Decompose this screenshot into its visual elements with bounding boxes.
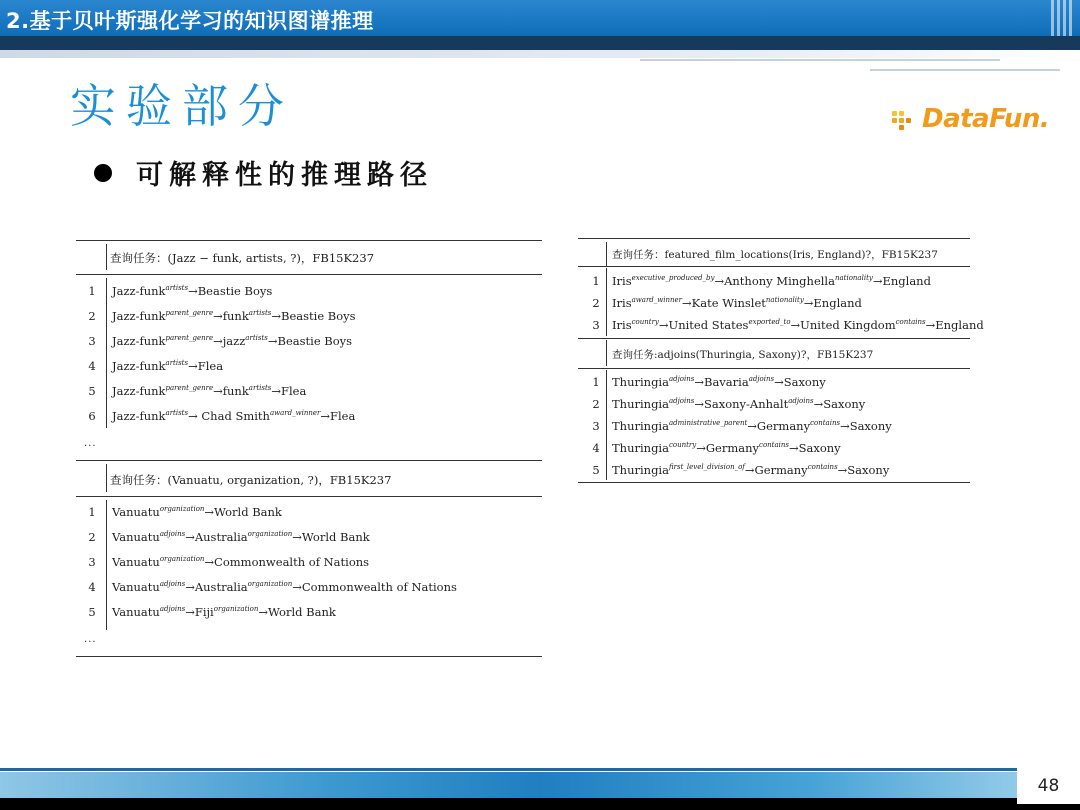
reasoning-path: Vanuatu$^{organization}$→Commonwealth of Nations	[112, 555, 370, 569]
right-paths-table	[578, 236, 984, 486]
row-number: 2	[88, 530, 96, 544]
table-rule	[76, 496, 542, 497]
query-header: 查询任务：(Jazz − funk, artists, ?)，FB15K237	[110, 251, 375, 265]
table-row	[76, 409, 542, 431]
row-number: 3	[592, 419, 600, 433]
table-row	[76, 384, 542, 406]
row-number: 4	[592, 441, 600, 455]
logo-text: DataFun.	[922, 104, 1050, 134]
reasoning-path: Thuringia$^{administrative\_parent}$→Germany$^{contains}$→Saxony	[612, 419, 892, 433]
table-row	[76, 284, 542, 306]
table-row	[578, 375, 970, 397]
bullet-icon	[94, 164, 112, 182]
slide-section-title: 2.基于贝叶斯强化学习的知识图谱推理	[6, 9, 374, 33]
table-row	[76, 309, 542, 331]
table-row	[578, 441, 970, 463]
reasoning-path: Thuringia$^{adjoins}$→Saxony-Anhalt$^{adjoins}$→Saxony	[612, 397, 866, 411]
table-row	[578, 318, 984, 340]
table-divider	[606, 340, 607, 366]
slide-heading: 实验部分	[70, 79, 294, 133]
reasoning-path: Iris$^{country}$→United States$^{exported\_to}$→United Kingdom$^{contains}$→England	[612, 318, 984, 332]
reasoning-path: Jazz-funk$^{artists}$→Beastie Boys	[112, 284, 273, 298]
table-row	[578, 274, 970, 296]
reasoning-path: Vanuatu$^{adjoins}$→Australia$^{organization}$→World Bank	[112, 530, 370, 544]
reasoning-path: Jazz-funk$^{parent\_genre}$→funk$^{artists}$→Flea	[112, 384, 307, 398]
row-number: 1	[592, 274, 600, 288]
table-rule	[76, 240, 542, 241]
reasoning-path: Vanuatu$^{adjoins}$→Fiji$^{organization}$→World Bank	[112, 605, 336, 619]
reasoning-path: Thuringia$^{first\_level\_division\_of}$→Germany$^{contains}$→Saxony	[612, 463, 890, 477]
table-divider	[106, 244, 107, 270]
left-paths-table	[76, 238, 542, 660]
table-rule	[578, 338, 970, 339]
table-rule	[76, 460, 542, 461]
row-number: 3	[88, 555, 96, 569]
table-rule	[578, 266, 970, 267]
footer-black-band	[0, 798, 1080, 810]
row-number: 1	[88, 284, 96, 298]
table-rule	[578, 368, 970, 369]
reasoning-path: Jazz-funk$^{artists}$→Flea	[112, 359, 224, 373]
reasoning-path: Iris$^{award\_winner}$→Kate Winslet$^{nationality}$→England	[612, 296, 862, 310]
datafun-logo	[892, 104, 1049, 134]
row-number: 2	[592, 296, 600, 310]
query-header: 查询任务：featured_film_locations(Iris, England)?，FB15K237	[612, 249, 938, 261]
slide-header-bar	[0, 0, 1080, 36]
reasoning-path: Iris$^{executive\_produced\_by}$→Anthony Minghella$^{nationality}$→England	[612, 274, 931, 288]
header-dark-band	[0, 36, 1080, 50]
row-number: 4	[88, 359, 96, 373]
query-header: 查询任务：(Vanuatu, organization, ?)，FB15K237	[110, 473, 392, 487]
row-number: 3	[592, 318, 600, 332]
row-number: 3	[88, 334, 96, 348]
reasoning-path: Jazz-funk$^{parent\_genre}$→jazz$^{artists}$→Beastie Boys	[112, 334, 353, 348]
row-number: 1	[88, 505, 96, 519]
reasoning-path: Vanuatu$^{organization}$→World Bank	[112, 505, 282, 519]
row-number: 5	[88, 384, 96, 398]
subheading-text: 可解释性的推理路径	[136, 160, 433, 191]
reasoning-path: Jazz-funk$^{parent\_genre}$→funk$^{artists}$→Beastie Boys	[112, 309, 356, 323]
query-header: 查询任务:adjoins(Thuringia, Saxony)?，FB15K237	[612, 349, 874, 361]
reasoning-path: Jazz-funk$^{artists}$→ Chad Smith$^{award\_winner}$→Flea	[112, 409, 356, 423]
header-stripes-decoration	[1051, 0, 1072, 36]
ellipsis: ...	[84, 634, 97, 645]
table-divider	[606, 242, 607, 266]
table-rule	[578, 238, 970, 239]
table-row	[578, 397, 970, 419]
reasoning-path: Vanuatu$^{adjoins}$→Australia$^{organization}$→Commonwealth of Nations	[112, 580, 457, 594]
footer-line	[0, 768, 1080, 771]
table-rule	[76, 656, 542, 657]
table-rule	[578, 482, 970, 483]
reasoning-path: Thuringia$^{country}$→Germany$^{contains}$→Saxony	[612, 441, 841, 455]
row-number: 5	[592, 463, 600, 477]
row-number: 2	[592, 397, 600, 411]
row-number: 5	[88, 605, 96, 619]
table-row	[578, 296, 970, 318]
reasoning-path: Thuringia$^{adjoins}$→Bavaria$^{adjoins}$→Saxony	[612, 375, 826, 389]
table-row	[76, 605, 542, 627]
table-row	[76, 334, 542, 356]
row-number: 6	[88, 409, 96, 423]
table-row	[76, 359, 542, 381]
table-row	[76, 555, 542, 577]
logo-dots-icon	[892, 107, 920, 131]
subheading	[94, 153, 433, 192]
row-number: 4	[88, 580, 96, 594]
row-number: 1	[592, 375, 600, 389]
table-row	[76, 505, 542, 527]
footer-band	[0, 772, 1080, 798]
row-number: 2	[88, 309, 96, 323]
table-row	[76, 580, 542, 602]
header-deco-lines	[640, 57, 1060, 77]
table-row	[76, 530, 542, 552]
page-number: 48	[1017, 768, 1080, 804]
table-divider	[106, 464, 107, 492]
table-rule	[76, 274, 542, 275]
ellipsis: ...	[84, 438, 97, 449]
table-row	[578, 419, 970, 441]
